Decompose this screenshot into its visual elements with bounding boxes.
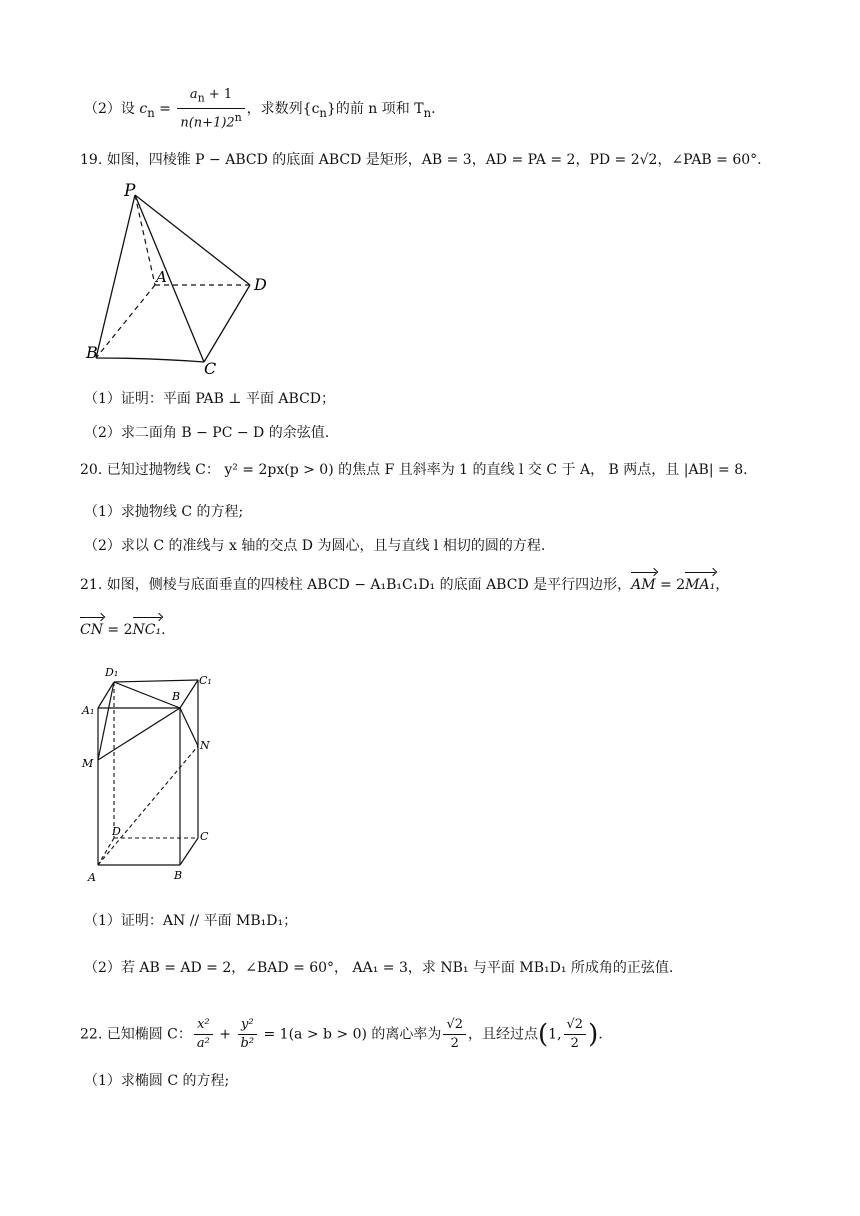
q22-x-den: a² [196,1036,210,1051]
q21-prism-figure [78,660,228,890]
q21-stem-line2 [80,620,166,640]
q21-stem-end: . [161,622,166,638]
q18-tail: 的前 n 项和 T [335,100,424,117]
q18-lhs: c [139,100,148,117]
q19-label-D: D [254,275,267,294]
q20-part1: （1）求抛物线 C 的方程; [84,504,244,520]
q21-label-C: C [200,830,209,843]
q19-part2: （2）求二面角 B − PC − D 的余弦值. [84,425,330,441]
q22-part1: （1）求椭圆 C 的方程; [84,1073,230,1089]
q21-label-B: B [174,869,183,882]
q18-numerator-tail: + 1 [204,87,233,102]
q22-condition: = 1(a > b > 0) 的离心率为 [259,1026,442,1043]
q18-prefix: （2）设 [84,100,140,117]
q22-pt-num: √2 [564,1016,587,1035]
q21-label-A1: A₁ [82,704,95,717]
q21-part2: （2）若 AB = AD = 2，∠BAD = 60°， AA₁ = 3，求 NB₁ 与平面 MB₁D₁ 所成角的正弦值. [84,960,674,976]
q22-mid: ，且经过点 [468,1026,538,1043]
q22-e-num: √2 [443,1016,466,1035]
q21-stem-line1 [80,575,729,595]
q20-part2: （2）求以 C 的准线与 x 轴的交点 D 为圆心，且与直线 l 相切的圆的方程. [84,538,546,554]
q22-plus: + [214,1026,236,1043]
q21-vector-eq2: = 2 [102,622,133,638]
q21-vector-CN: CN [80,622,103,638]
q18-seq: {c [302,100,320,117]
q21-label-B1: B [172,690,181,703]
q22-y-num: y² [238,1016,258,1035]
q18-numerator: a [189,87,198,102]
q22-y-den: b² [240,1036,255,1051]
q19-pyramid-figure [82,180,282,380]
q21-label-N: N [200,739,210,752]
q19-label-A: A [156,268,167,286]
q19-part1: （1）证明：平面 PAB ⊥ 平面 ABCD； [84,391,336,407]
q21-label-D1: D₁ [105,666,119,679]
q21-part1: （1）证明：AN // 平面 MB₁D₁； [84,913,298,929]
q22-point-x: 1, [548,1026,562,1043]
q18-seq-sub: n [319,105,327,120]
q18-denominator: n(n+1)2 [180,114,235,130]
q19-label-P: P [124,181,136,201]
q18-end: . [431,100,436,117]
q21-label-A: A [88,871,96,884]
q21-vector-NC1: NC₁ [132,622,162,638]
q21-vector-AM: AM [631,577,656,593]
q22-prefix: 22. 已知椭圆 C： [80,1026,192,1043]
q22-eccentricity-fraction [443,1016,466,1053]
q18-tail-sub: n [423,105,432,120]
q22-stem [80,1016,603,1053]
q22-x-num: x² [194,1016,213,1035]
q21-vector-eq1: = 2 [655,577,686,593]
q18-part2: （2）设 $c_n$ = $\frac{a_n + 1}{n(n+1)2^n}$ ，求数列$\{c_n\}$的前 n 项和 $T_n$. [84,87,436,130]
q22-right-paren: ) [588,1019,599,1050]
q18-lhs-sub: n [147,105,155,120]
q20-stem: 20. 已知过抛物线 C： y² = 2px(p > 0) 的焦点 F 且斜率为 1 的直线 l 交 C 于 A， B 两点，且 |AB| = 8. [80,462,748,478]
q22-pt-den: 2 [570,1036,579,1051]
q18-fraction [177,86,244,132]
q22-y-fraction [238,1016,258,1053]
q22-e-den: 2 [450,1036,459,1051]
q21-stem-a: 21. 如图，侧棱与底面垂直的四棱柱 ABCD − A₁B₁C₁D₁ 的底面 ABCD 是平行四边形， [80,577,632,593]
q19-label-C: C [204,359,217,378]
q19-label-B: B [86,343,98,362]
q22-x-fraction [194,1016,213,1053]
q21-label-M: M [82,757,94,770]
q18-seq-close: } [326,100,336,117]
q21-comma: ， [715,577,730,593]
q19-stem: 19. 如图，四棱锥 P − ABCD 的底面 ABCD 是矩形，AB = 3，AD = PA = 2，PD = 2√2，∠PAB = 60°. [80,152,762,168]
q22-end: . [598,1026,603,1043]
q22-point-fraction [564,1016,587,1053]
q18-denominator-sup: n [234,110,242,124]
q18-numerator-sub: n [197,91,205,105]
q21-vector-MA1: MA₁ [685,577,716,593]
q18-middle: ，求数列 [246,100,303,117]
q21-label-D: D [112,825,121,838]
q22-left-paren: ( [538,1019,549,1050]
q21-label-C1: C₁ [199,674,212,687]
